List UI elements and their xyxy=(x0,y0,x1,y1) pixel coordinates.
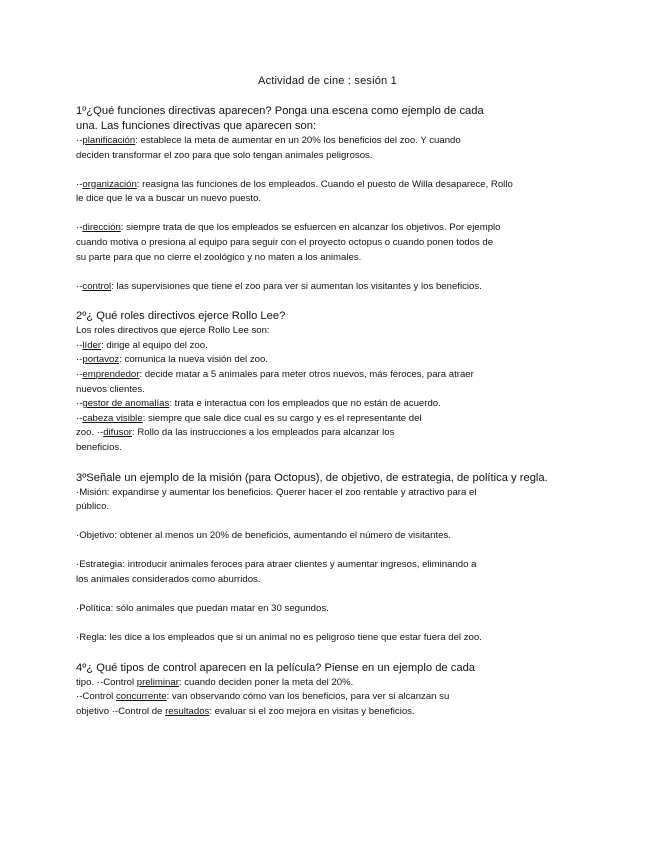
term-organizacion: organización xyxy=(82,178,137,190)
item-cabeza-visible xyxy=(76,412,576,427)
text-concurrente: : van observando cómo van los beneficios, para ver si alcanzan su xyxy=(166,691,450,703)
question-2: 2º¿ Qué roles directivos ejerce Rollo Lee? xyxy=(76,310,286,323)
text-emprendedor: : decide matar a 5 animales para meter otros nuevos, más feroces, para atraer xyxy=(139,369,474,381)
item-emprendedor-cont: nuevos clientes. xyxy=(76,383,145,395)
item-emprendedor xyxy=(76,368,576,383)
term-cabeza-visible: cabeza visible xyxy=(82,412,143,424)
bullet: ·- xyxy=(76,222,83,234)
item-portavoz xyxy=(76,353,576,368)
item-mision-cont: público. xyxy=(76,501,110,513)
text-gestor: : trata e interactua con los empleados que no están de acuerdo. xyxy=(169,398,441,410)
question-1-cont: una. Las funciones directivas que aparecen son: xyxy=(76,120,317,132)
text-tipo: tipo. ·-Control xyxy=(76,676,137,688)
item-difusor-cont: beneficios. xyxy=(76,442,122,453)
term-emprendedor: emprendedor xyxy=(82,369,140,381)
item-mision: ·Misión: expandirse y aumentar los beneficios. Querer hacer el zoo rentable y atractivo para el xyxy=(76,486,477,498)
bullet: ·- xyxy=(76,339,83,351)
item-organizacion xyxy=(76,178,576,193)
question-1: 1º¿Qué funciones directivas aparecen? Ponga una escena como ejemplo de cada xyxy=(76,105,484,117)
item-control-resultados xyxy=(76,705,576,720)
question-3: 3ºSeñale un ejemplo de la misión (para Octopus), de objetivo, de estrategia, de política y regla. xyxy=(76,471,548,484)
item-planificacion-cont: deciden transformar el zoo para que solo tengan animales peligrosos. xyxy=(76,149,373,161)
term-resultados: resultados xyxy=(165,705,210,717)
question-4: 4º¿ Qué tipos de control aparecen en la película? Piense en un ejemplo de cada xyxy=(76,661,476,674)
text-portavoz: : comunica la nueva visión del zoo. xyxy=(119,354,268,366)
item-gestor xyxy=(76,397,576,412)
item-control xyxy=(76,280,576,295)
item-regla: ·Regla: les dice a los empleados que si un animal no es peligroso tiene que estar fuera del zoo. xyxy=(76,632,482,644)
item-politica: ·Política: sólo animales que puedan matar en 30 segundos. xyxy=(76,603,329,615)
item-lider xyxy=(76,339,576,354)
term-gestor: gestor de anomalías xyxy=(82,398,170,410)
text-cabeza-visible: : siempre que sale dice cual es su cargo y es el representante del xyxy=(142,412,422,424)
term-portavoz: portavoz xyxy=(82,354,120,366)
document-body xyxy=(76,104,576,720)
text-control: : las supervisiones que tiene el zoo para ver si aumentan los visitantes y los beneficios. xyxy=(111,280,482,292)
bullet: ·- xyxy=(76,398,83,410)
term-preliminar: preliminar xyxy=(136,676,179,688)
term-difusor: difusor xyxy=(103,427,132,439)
term-concurrente: concurrente xyxy=(115,691,167,703)
item-difusor xyxy=(76,426,576,441)
item-direccion-cont-1: cuando motiva o presiona al equipo para seguir con el proyecto octopus o cuando ponen todos de xyxy=(76,236,494,248)
bullet: ·- xyxy=(76,135,83,146)
term-planificacion: planificación xyxy=(82,135,136,146)
text-resultados: : evaluar si el zoo mejora en visitas y beneficios. xyxy=(209,705,415,717)
term-lider: líder xyxy=(82,339,102,351)
bullet: ·- xyxy=(76,354,83,366)
bullet: ·- xyxy=(76,178,83,190)
text-organizacion: : reasigna las funciones de los empleados. Cuando el puesto de Willa desaparece, Rollo xyxy=(136,178,513,190)
item-direccion xyxy=(76,221,576,236)
bullet: ·- xyxy=(76,369,83,381)
text-preliminar: : cuando deciden poner la meta del 20%. xyxy=(178,676,354,688)
item-control-concurrente xyxy=(76,690,576,705)
item-objetivo: ·Objetivo: obtener al menos un 20% de beneficios, aumentando el número de visitantes. xyxy=(76,530,451,542)
bullet: ·- xyxy=(76,280,83,292)
text-planificacion: : establece la meta de aumentar en un 20% los beneficios del zoo. Y cuando xyxy=(135,135,461,146)
text-cabeza-visible-cont: zoo. ·- xyxy=(76,427,104,439)
item-organizacion-cont: le dice que le va a buscar un nuevo puesto. xyxy=(76,193,262,205)
bullet: ·- xyxy=(76,412,83,424)
item-estrategia-cont: los animales considerados como aburridos. xyxy=(76,573,261,585)
item-control-preliminar xyxy=(76,676,576,691)
term-direccion: dirección xyxy=(82,222,121,234)
item-planificacion xyxy=(76,134,576,149)
text-control-label: ·-Control xyxy=(76,691,116,703)
text-lider: : dirige al equipo del zoo. xyxy=(101,339,208,351)
item-direccion-cont-2: su parte para que no cierre el zoológico y no maten a los animales. xyxy=(76,251,362,263)
text-direccion: : siempre trata de que los empleados se esfuercen en alcanzar los objetivos. Por ejemplo xyxy=(120,222,501,234)
item-estrategia: ·Estrategia: introducir animales feroces para atraer clientes y aumentar ingresos, eliminando a xyxy=(76,559,477,571)
text-objetivo-control: objetivo ·-Control de xyxy=(76,705,166,717)
text-difusor: : Rollo da las instrucciones a los empleados para alcanzar los xyxy=(132,427,395,439)
roles-intro: Los roles directivos que ejerce Rollo Lee son: xyxy=(76,325,270,337)
term-control: control xyxy=(82,280,112,292)
document-title: Actividad de cine : sesión 1 xyxy=(258,75,397,87)
